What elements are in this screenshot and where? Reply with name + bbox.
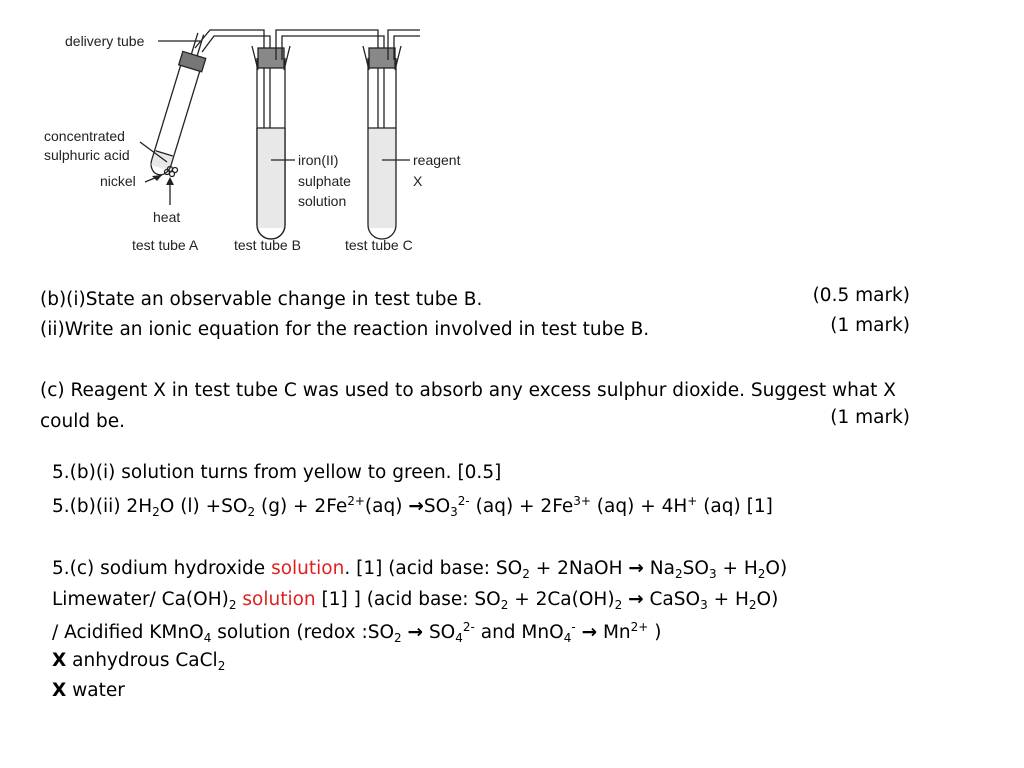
label-iron-3: solution (298, 193, 347, 209)
mark-b-ii: (1 mark) (830, 315, 910, 336)
mark-b-i: (0.5 mark) (812, 285, 910, 306)
test-tube-a (146, 30, 212, 178)
question-c-line2: could be. (40, 411, 125, 432)
answer-b-i: 5.(b)(i) solution turns from yellow to green. [0.5] (52, 462, 502, 483)
answer-c-kmno4: / Acidified KMnO$_4$ solution (redox $:SO_2 \to SO_4^{2-}$ and $MnO_4^- \to Mn^{2+}$ ) (52, 620, 662, 645)
label-test-tube-a: test tube A (132, 237, 199, 253)
label-iron-2: sulphate (298, 173, 351, 189)
answer-c-limewater: Limewater/ $Ca(OH)_2$ solution [1] ] (acid base: $SO_2 + 2Ca(OH)_2$ → CaSO$_3$ + $H_2O$) (52, 589, 779, 612)
answer-wrong-water: X water (52, 680, 125, 701)
wrong-mark: X (52, 650, 67, 671)
test-tube-c (363, 46, 401, 239)
label-conc-acid-1: concentrated (44, 128, 125, 144)
test-tube-b (252, 46, 290, 239)
label-nickel: nickel (100, 173, 136, 189)
wrong-mark: X (52, 680, 67, 701)
label-delivery-tube: delivery tube (65, 33, 145, 49)
label-iron-1: iron(II) (298, 152, 339, 168)
question-b-i: (b)(i)State an observable change in test tube B. (40, 289, 483, 310)
answer-wrong-cacl2: X anhydrous CaCl$_2$ (52, 650, 226, 673)
arrow-icon: → (628, 589, 644, 610)
question-c-line1: (c) Reagent X in test tube C was used to absorb any excess sulphur dioxide. Suggest what X (40, 380, 896, 401)
arrow-icon: → (407, 622, 424, 643)
answer-b-ii: 5.(b)(ii) $2H_2O$ $(l) +SO_2$ $(g) + 2Fe^{2+}(aq) \to SO_3^{2-}$ $(aq) + 2Fe^{3+}$ (aq) + 4H+ (aq) [1] (52, 494, 773, 519)
label-test-tube-b: test tube B (234, 237, 301, 253)
mark-c: (1 mark) (830, 407, 910, 428)
label-reagent-2: X (413, 173, 423, 189)
arrow-icon: → (408, 496, 424, 517)
label-heat: heat (153, 209, 181, 225)
arrow-icon: → (581, 622, 598, 643)
answer-c-naoh: 5.(c) sodium hydroxide solution. [1] (acid base: $SO_2$ + 2NaOH → $Na_2SO_3 + H_2O$) (52, 558, 788, 581)
label-conc-acid-2: sulphuric acid (44, 147, 130, 163)
label-test-tube-c: test tube C (345, 237, 413, 253)
label-reagent-1: reagent (413, 152, 461, 168)
arrow-icon: → (628, 558, 644, 579)
question-b-ii: (ii)Write an ionic equation for the reaction involved in test tube B. (40, 319, 650, 340)
apparatus-diagram (0, 0, 520, 265)
